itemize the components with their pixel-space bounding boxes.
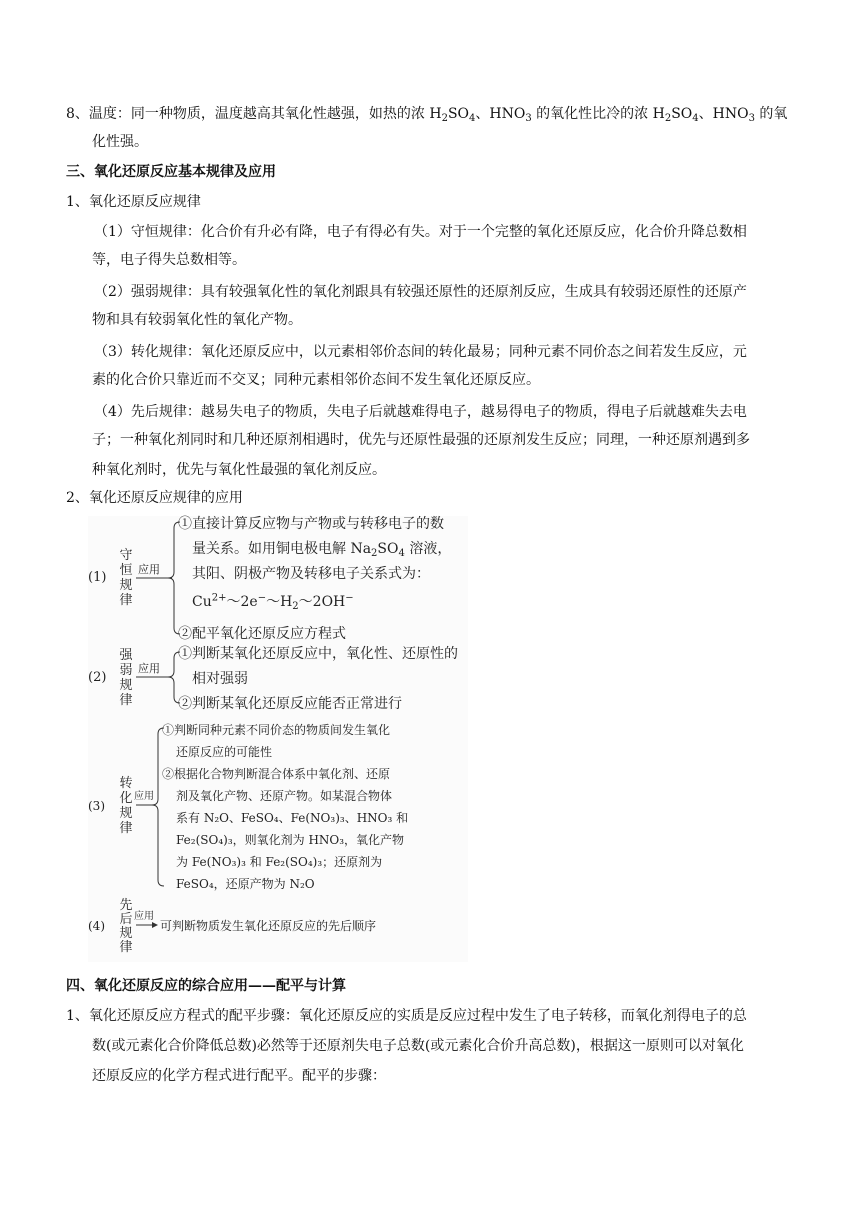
group-1-name-char: 规 bbox=[119, 578, 133, 593]
group-3-application-label: 应用 bbox=[134, 791, 154, 802]
group-3-item-1-line-1: ①判断同种元素不同价态的物质间发生氧化 bbox=[162, 723, 391, 737]
group-1-number: (1) bbox=[88, 570, 107, 585]
rule-4-line-2: 子；一种氧化剂同时和几种还原剂相遇时，优先与还原性最强的还原剂发生反应；同理，一种还原剂遇到多 bbox=[92, 432, 750, 448]
group-3-item-1-line-2: 还原反应的可能性 bbox=[176, 745, 273, 759]
group-2-name-char: 弱 bbox=[119, 663, 133, 678]
rule-3-line-1: （3）转化规律：氧化还原反应中，以元素相邻价态间的转化最易；同种元素不同价态之间若发生反应，元 bbox=[94, 344, 747, 360]
group-2-number: (2) bbox=[88, 670, 107, 685]
group-1-item-2: ②配平氧化还原反应方程式 bbox=[178, 626, 346, 642]
figure-brackets bbox=[88, 516, 468, 962]
group-1-item-1-line-2: 量关系。如用铜电极电解 $Na_2SO_4$ 溶液， bbox=[192, 541, 452, 559]
group-2-item-1-line-2: 相对强弱 bbox=[192, 671, 248, 687]
group-2-name-char: 规 bbox=[119, 678, 133, 693]
group-3-item-2-line-5: 为 Fe(NO₃)₃ 和 Fe₂(SO₄)₃；还原剂为 bbox=[176, 855, 383, 869]
rule-2-line-1: （2）强弱规律：具有较强氧化性的氧化剂跟具有较强还原性的还原剂反应，生成具有较弱还原性的还原产 bbox=[94, 284, 747, 300]
paragraph-8-line-2: 化性强。 bbox=[92, 134, 148, 150]
group-3-item-2-line-1: ②根据化合物判断混合体系中氧化剂、还原 bbox=[162, 767, 391, 781]
group-2-name-char: 强 bbox=[119, 648, 133, 663]
rule-1-line-1: （1）守恒规律：化合价有升必有降，电子有得必有失。对于一个完整的氧化还原反应，化合价升降总数相 bbox=[94, 224, 747, 240]
group-3-name-char: 化 bbox=[119, 791, 133, 806]
section-4-line-3: 还原反应的化学方程式进行配平。配平的步骤： bbox=[92, 1068, 386, 1084]
group-4-number: (4) bbox=[88, 919, 105, 933]
rules-application-figure bbox=[88, 516, 468, 962]
group-2-application-label: 应用 bbox=[138, 662, 160, 675]
group-3-item-2-line-2: 剂及氧化产物、还原产物。如某混合物体 bbox=[176, 789, 393, 803]
group-1-application-label: 应用 bbox=[138, 563, 160, 576]
group-1-name-char: 守 bbox=[119, 548, 133, 563]
group-3-item-2-line-6: FeSO₄，还原产物为 N₂O bbox=[176, 877, 315, 891]
rule-3-line-2: 素的化合价只靠近而不交叉；同种元素相邻价态间不发生氧化还原反应。 bbox=[92, 372, 540, 388]
group-4-name-char: 规 bbox=[119, 926, 133, 941]
group-1-item-1-line-3: 其阳、阴极产物及转移电子关系式为： bbox=[192, 566, 430, 582]
group-2-name-char: 律 bbox=[119, 693, 133, 708]
group-4-item-1: 可判断物质发生氧化还原反应的先后顺序 bbox=[160, 919, 377, 933]
group-1-name-char: 律 bbox=[119, 593, 133, 608]
section-3-heading: 三、氧化还原反应基本规律及应用 bbox=[66, 164, 276, 180]
group-2-item-1-line-1: ①判断某氧化还原反应中，氧化性、还原性的 bbox=[178, 646, 458, 662]
group-3-name-char: 规 bbox=[119, 806, 133, 821]
group-4-name-char: 律 bbox=[119, 940, 133, 955]
group-3-name-char: 转 bbox=[119, 776, 133, 791]
group-4-application-label: 应用 bbox=[134, 911, 154, 922]
rule-4-line-3: 种氧化剂时，优先与氧化性最强的氧化剂反应。 bbox=[92, 462, 386, 478]
section-4-line-2: 数(或元素化合价降低总数)必然等于还原剂失电子总数(或元素化合价升高总数)，根据这一原则可以对氧化 bbox=[92, 1038, 744, 1054]
group-2-item-2: ②判断某氧化还原反应能否正常进行 bbox=[178, 696, 402, 712]
paragraph-8-line-1: 8、温度：同一种物质，温度越高其氧化性越强，如热的浓 $H_2SO_4$、$HNO_3$ 的氧化性比冷的浓 $H_2SO_4$、$HNO_3$ 的氧 bbox=[66, 106, 788, 124]
section-4-heading: 四、氧化还原反应的综合应用——配平与计算 bbox=[66, 978, 346, 994]
section-4-line-1: 1、氧化还原反应方程式的配平步骤：氧化还原反应的实质是反应过程中发生了电子转移，而氧化剂得电子的总 bbox=[66, 1008, 747, 1024]
group-1-name-char: 恒 bbox=[119, 563, 133, 578]
group-3-name-char: 律 bbox=[119, 821, 133, 836]
group-1-item-1-line-1: ①直接计算反应物与产物或与转移电子的数 bbox=[178, 516, 444, 532]
section-3-item-1: 1、氧化还原反应规律 bbox=[66, 194, 201, 210]
section-3-item-2: 2、氧化还原反应规律的应用 bbox=[66, 490, 243, 506]
group-3-number: (3) bbox=[88, 799, 105, 813]
rule-4-line-1: （4）先后规律：越易失电子的物质，失电子后就越难得电子，越易得电子的物质，得电子后就越难失去电 bbox=[94, 404, 747, 420]
group-4-name-char: 先 bbox=[119, 898, 133, 913]
group-3-item-2-line-4: Fe₂(SO₄)₃，则氧化剂为 HNO₃，氧化产物 bbox=[176, 833, 405, 847]
group-1-electron-relation: $Cu^{2+}\sim 2e^-\sim H_2\sim 2OH^-$ bbox=[192, 592, 354, 612]
rule-2-line-2: 物和具有较弱氧化性的氧化产物。 bbox=[92, 312, 302, 328]
group-3-item-2-line-3: 系有 N₂O、FeSO₄、Fe(NO₃)₃、HNO₃ 和 bbox=[176, 811, 409, 825]
rule-1-line-2: 等，电子得失总数相等。 bbox=[92, 252, 246, 268]
group-4-name-char: 后 bbox=[119, 912, 133, 927]
